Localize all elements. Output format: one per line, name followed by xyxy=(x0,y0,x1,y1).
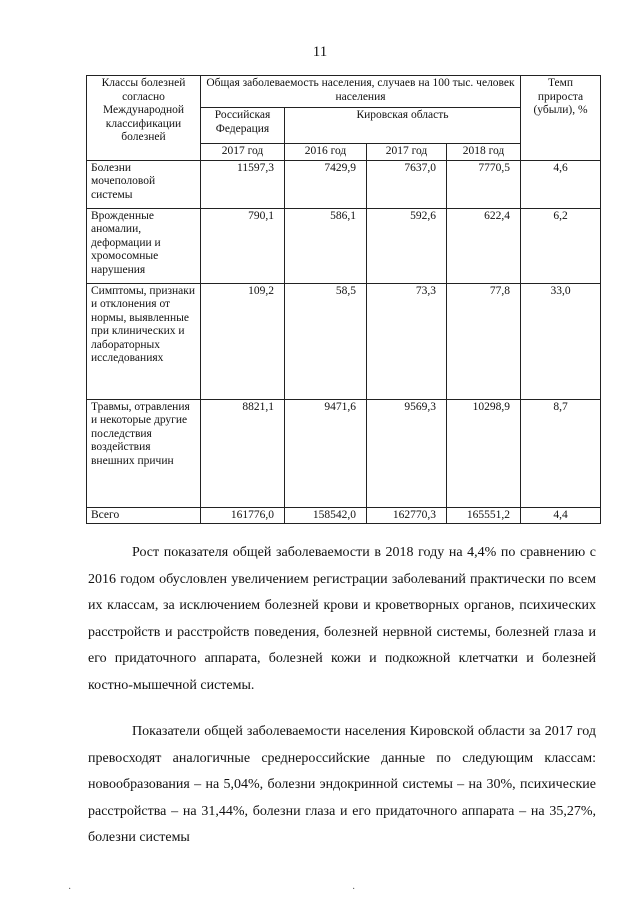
cell-value: 622,4 xyxy=(447,208,521,283)
cell-value: 4,6 xyxy=(521,160,601,208)
cell-value: 10298,9 xyxy=(447,399,521,507)
scan-speck: · xyxy=(352,884,356,895)
header-year: 2016 год xyxy=(285,144,367,161)
cell-value: 7637,0 xyxy=(367,160,447,208)
cell-value: 6,2 xyxy=(521,208,601,283)
cell-value: 8,7 xyxy=(521,399,601,507)
table-row xyxy=(87,208,601,283)
cell-value: 9471,6 xyxy=(285,399,367,507)
row-label: Болезни мочеполовой системы xyxy=(87,160,201,208)
header-year: 2017 год xyxy=(367,144,447,161)
table-row xyxy=(87,160,601,208)
cell-value: 58,5 xyxy=(285,283,367,399)
header-growth-rate: Темп прироста (убыли), % xyxy=(521,76,601,161)
scan-speck: · xyxy=(68,884,72,895)
header-kirov-region: Кировская область xyxy=(285,108,521,144)
row-label: Всего xyxy=(87,507,201,524)
cell-value: 158542,0 xyxy=(285,507,367,524)
cell-value: 8821,1 xyxy=(201,399,285,507)
cell-value: 586,1 xyxy=(285,208,367,283)
cell-value: 11597,3 xyxy=(201,160,285,208)
cell-value: 33,0 xyxy=(521,283,601,399)
header-total-incidence: Общая заболеваемость населения, случаев на 100 тыс. человек населения xyxy=(201,76,521,108)
cell-value: 9569,3 xyxy=(367,399,447,507)
cell-value: 592,6 xyxy=(367,208,447,283)
cell-value: 4,4 xyxy=(521,507,601,524)
cell-value: 165551,2 xyxy=(447,507,521,524)
morbidity-table xyxy=(86,75,601,524)
table-row xyxy=(87,399,601,507)
header-year: 2018 год xyxy=(447,144,521,161)
row-label: Симптомы, признаки и отклонения от нормы, выявленные при клинических и лабораторных исследованиях xyxy=(87,283,201,399)
page-number: 11 xyxy=(312,44,328,60)
row-label: Травмы, отравления и некоторые другие последствия воздействия внешних причин xyxy=(87,399,201,507)
cell-value: 161776,0 xyxy=(201,507,285,524)
cell-value: 7770,5 xyxy=(447,160,521,208)
cell-value: 77,8 xyxy=(447,283,521,399)
header-russia: Российская Федерация xyxy=(201,108,285,144)
table-row-total xyxy=(87,507,601,524)
cell-value: 7429,9 xyxy=(285,160,367,208)
cell-value: 73,3 xyxy=(367,283,447,399)
cell-value: 109,2 xyxy=(201,283,285,399)
paragraph: Рост показателя общей заболеваемости в 2018 году на 4,4% по сравнению с 2016 годом обусловлен увеличением регистрации заболеваний практически по всем их классам, за исключением болезней крови и кроветворных органов, психических расстройств и расстройств поведения, болезней нервной системы, болезней глаза и его придаточного аппарата, болезней кожи и подкожной клетчатки и болезней костно-мышечной системы. xyxy=(88,545,596,693)
cell-value: 790,1 xyxy=(201,208,285,283)
cell-value: 162770,3 xyxy=(367,507,447,524)
paragraph: Показатели общей заболеваемости населения Кировской области за 2017 год превосходят аналогичные среднероссийские данные по следующим классам: новообразования – на 5,04%, болезни эндокринной системы – на 30%, психические расстройства – на 31,44%, болезни глаза и его придаточного аппарата – на 35,27%, болезни системы xyxy=(88,724,596,845)
row-label: Врожденные аномалии, деформации и хромосомные нарушения xyxy=(87,208,201,283)
table-row xyxy=(87,283,601,399)
header-year: 2017 год xyxy=(201,144,285,161)
header-disease-classes: Классы болезней согласно Международной классификации болезней xyxy=(87,76,201,161)
